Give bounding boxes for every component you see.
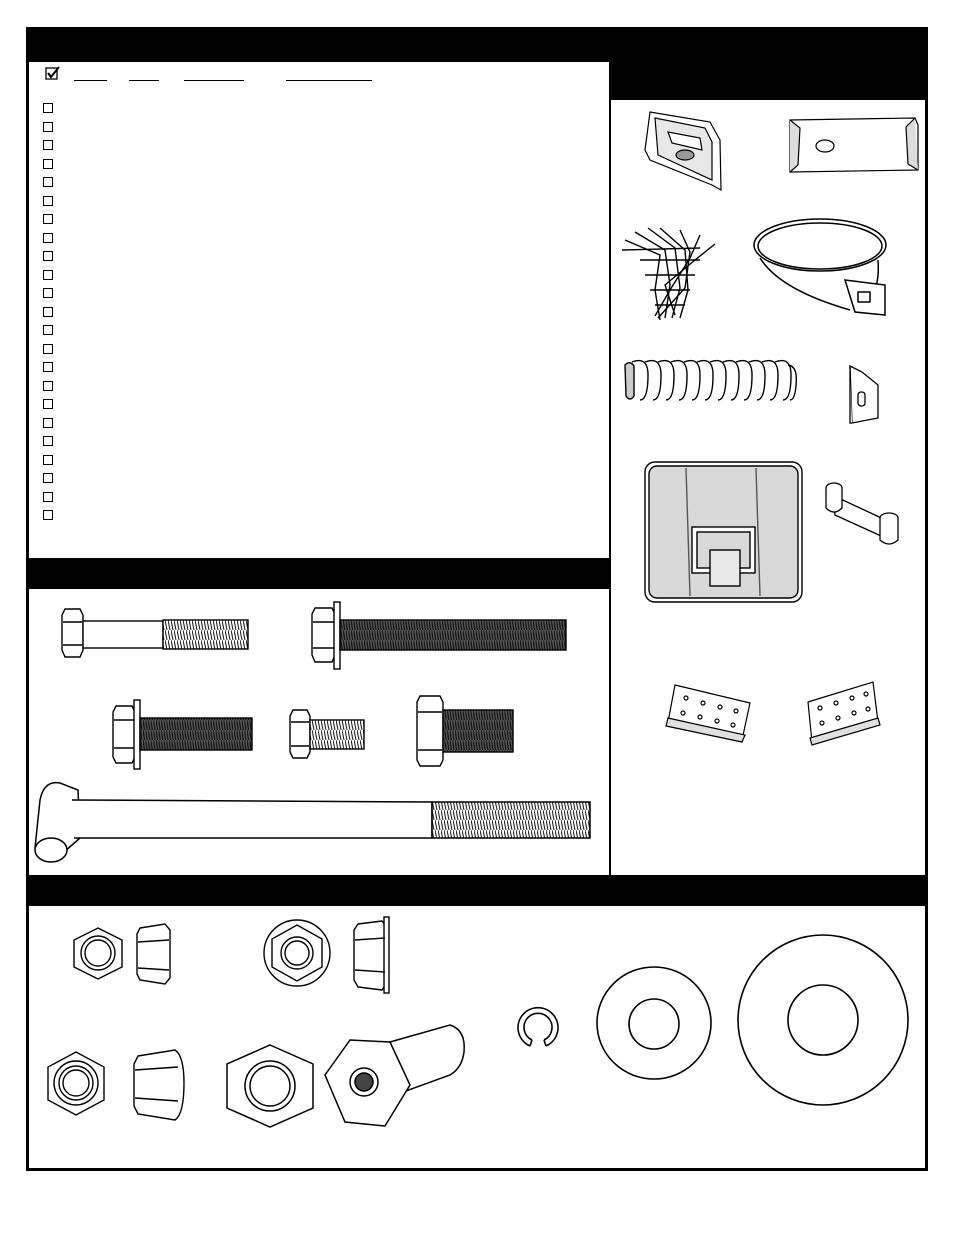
flange-nut-top-view-icon (264, 920, 330, 986)
flange-bolt-medium-icon (113, 700, 252, 769)
checklist-panel (29, 62, 610, 558)
rim-icon (754, 219, 886, 315)
large-hex-nut-icon (227, 1045, 313, 1127)
hinge-plate-right-icon (808, 682, 880, 745)
snap-ring-icon (518, 1008, 558, 1046)
lock-nut-side-view-icon (134, 1050, 184, 1120)
support-arm-icon (826, 483, 898, 544)
hex-nut-top-view-icon (74, 928, 122, 979)
flat-washer-small-icon (597, 967, 711, 1079)
hex-bolt-large-icon (417, 696, 513, 766)
lock-nut-top-view-icon (48, 1052, 104, 1115)
flange-nut-side-view-icon (354, 917, 389, 993)
flat-washer-large-icon (738, 935, 908, 1105)
hex-nut-side-view-icon (137, 924, 170, 984)
hinge-plate-left-icon (666, 685, 750, 742)
mounting-bracket-icon (645, 112, 721, 190)
flange-bolt-long-icon (312, 602, 566, 669)
channel-bar-icon (790, 118, 918, 172)
sleeve-nut-icon (325, 1025, 464, 1126)
net-icon (622, 228, 715, 320)
hex-bolt-short-icon (290, 710, 364, 758)
l-bolt-icon (35, 783, 590, 862)
hex-bolt-long-icon (62, 609, 248, 657)
spring-icon (625, 361, 796, 400)
backboard-icon (645, 462, 802, 602)
small-bracket-icon (850, 366, 878, 423)
